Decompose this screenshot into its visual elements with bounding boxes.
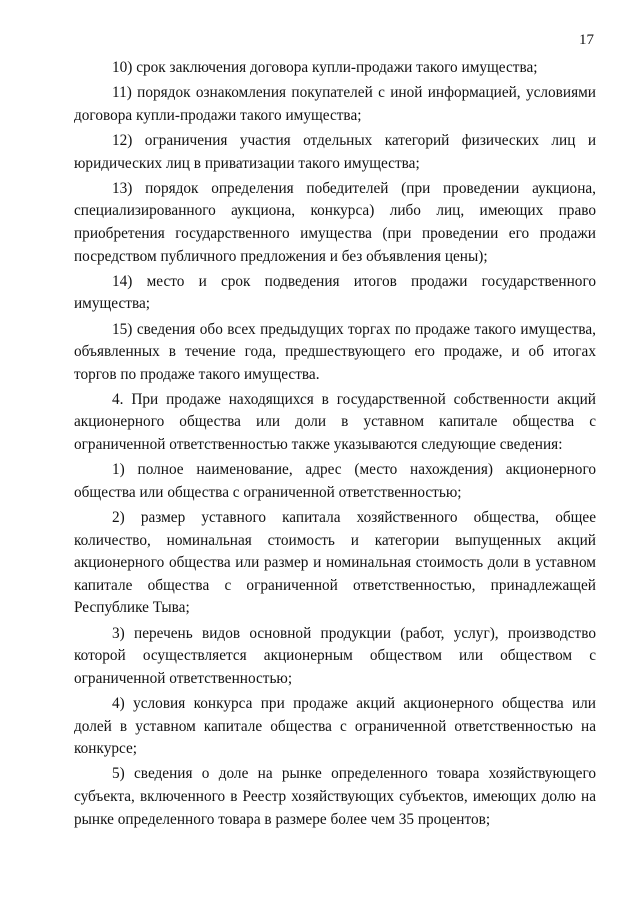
paragraph-subitem-5: 5) сведения о доле на рынке определенного товара хозяйствующего субъекта, включенного в Реестр хозяйствующих субъектов, имеющих долю на рынке определенного товара в размере более чем 35 процентов; bbox=[74, 765, 596, 828]
paragraph-item-10: 10) срок заключения договора купли-продажи такого имущества; bbox=[112, 59, 538, 76]
paragraph-section-4: 4. При продаже находящихся в государственной собственности акций акционерного общества или доли в уставном капитале общества с ограниченной ответственностью также указываются следующие сведения: bbox=[74, 390, 596, 454]
paragraph-item-11: 11) порядок ознакомления покупателей с иной информацией, условиями договора купли-продажи такого имущества; bbox=[74, 84, 596, 124]
paragraph-subitem-4: 4) условия конкурса при продаже акций акционерного общества или долей в уставном капитале общества с ограниченной ответственностью на конкурсе; bbox=[74, 694, 596, 758]
paragraph-item-14: 14) место и срок подведения итогов продажи государственного имущества; bbox=[74, 272, 596, 313]
paragraph-item-13: 13) порядок определения победителей (при проведении аукциона, специализированного аукциона, конкурса) либо лиц, имеющих право приобретения государственного имущества (при проведении его продажи посредством публичного предложения и без объявления цены); bbox=[74, 179, 596, 265]
paragraph-item-12: 12) ограничения участия отдельных категорий физических лиц и юридических лиц в приватизации такого имущества; bbox=[74, 131, 596, 172]
paragraph-subitem-2: 2) размер уставного капитала хозяйственного общества, общее количество, номинальная стоимость и категории выпущенных акций акционерного общества или размер и номинальная стоимость доли в уставном капитале общества с ограниченной ответственностью, принадлежащей Республике Тыва; bbox=[74, 509, 596, 617]
paragraph-subitem-3: 3) перечень видов основной продукции (работ, услуг), производство которой осуществляется акционерным обществом или обществом с ограниченной ответственностью; bbox=[74, 624, 596, 687]
paragraph-subitem-1: 1) полное наименование, адрес (место нахождения) акционерного общества или общества с ограниченной ответственностью; bbox=[74, 461, 596, 501]
page-number: 17 bbox=[579, 32, 594, 48]
document-body bbox=[74, 57, 596, 834]
paragraph-item-15: 15) сведения обо всех предыдущих торгах по продаже такого имущества, объявленных в течение года, предшествующего его продаже, и об итогах торгов по продаже такого имущества. bbox=[74, 320, 596, 383]
